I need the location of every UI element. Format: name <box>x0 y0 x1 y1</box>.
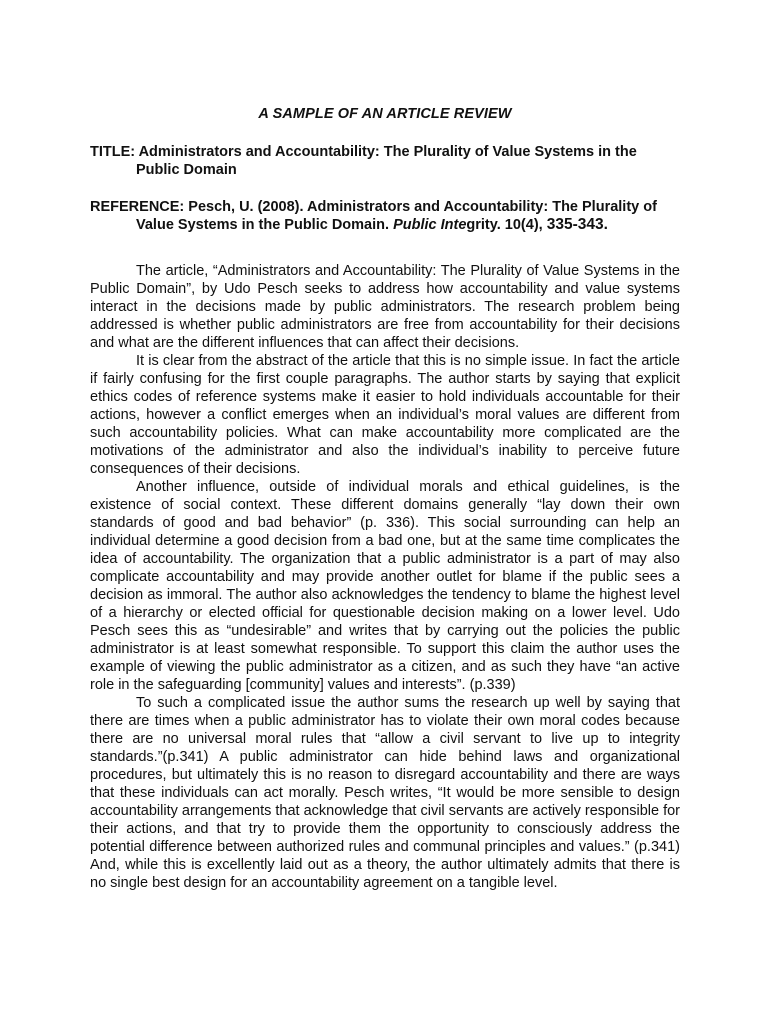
body-paragraph: The article, “Administrators and Accountability: The Plurality of Value Systems in the Public Domain”, by Udo Pesch seeks to address how accountability and value systems interact in the decisions made by public administrators. The research problem being addressed is whether public administrators are free from accountability for their decisions and what are the different influences that can affect their decisions. <box>90 263 680 351</box>
body-paragraph: To such a complicated issue the author sums the research up well by saying that there are times when a public administrator has to violate their own moral codes because there are no universal moral rules that “allow a civil servant to live up to integrity standards.”(p.341) A public administrator can hide behind laws and organizational procedures, but ultimately this is no reason to disregard accountability and there are ways that these individuals can act morally. Pesch writes, “It would be more sensible to design accountability arrangements that acknowledge that civil servants are actively responsible for their actions, and that try to provide them the opportunity to consciously address the potential difference between authorized rules and communal principles and values.” (p.341) And, while this is excellently laid out as a theory, the author ultimately admits that there is no single best design for an accountability agreement on a tangible level. <box>90 695 680 891</box>
body-paragraph: It is clear from the abstract of the article that this is no simple issue. In fact the article if fairly confusing for the first couple paragraphs. The author starts by saying that explicit ethics codes of reference systems make it easier to hold individuals accountable for their actions, however a conflict emerges when an individual’s moral values are different from such accountability policies. What can make accountability more complicated are the motivations of the administrator and also the individual’s inability to perceive future consequences of their decisions. <box>90 353 680 477</box>
reference-journal-italic: Public Inte <box>393 217 467 233</box>
reference-lead: REFERENCE: Pesch, U. (2008). Administrators and Accountability: The Plurality of Value Systems in the Public Domain. <box>90 199 657 233</box>
article-reference <box>90 198 680 234</box>
review-body <box>90 262 680 892</box>
reference-journal-rest: grity. 10(4), <box>466 217 547 233</box>
reference-pages: 335-343. <box>546 216 608 233</box>
body-paragraph: Another influence, outside of individual morals and ethical guidelines, is the existence of social context. These different domains generally “lay down their own standards of good and bad behavior” (p. 336). This social surrounding can help an individual determine a good decision from a bad one, but at the same time complicates the idea of accountability. The organization that a public administrator is a part of may also complicate accountability and may provide another outlet for blame if the public sees a decision as immoral. The author also acknowledges the tendency to blame the highest level of a hierarchy or elected official for questionable decision making on a lower level. Udo Pesch sees this as “undesirable” and writes that by carrying out the policies the public administrator is at least somewhat responsible. To support this claim the author uses the example of viewing the public administrator as a citizen, and as such they have “an active role in the safeguarding [community] values and interests”. (p.339) <box>90 479 680 693</box>
article-title: TITLE: Administrators and Accountability: The Plurality of Value Systems in the Public Domain <box>90 144 637 178</box>
page-title: A SAMPLE OF AN ARTICLE REVIEW <box>258 106 512 122</box>
